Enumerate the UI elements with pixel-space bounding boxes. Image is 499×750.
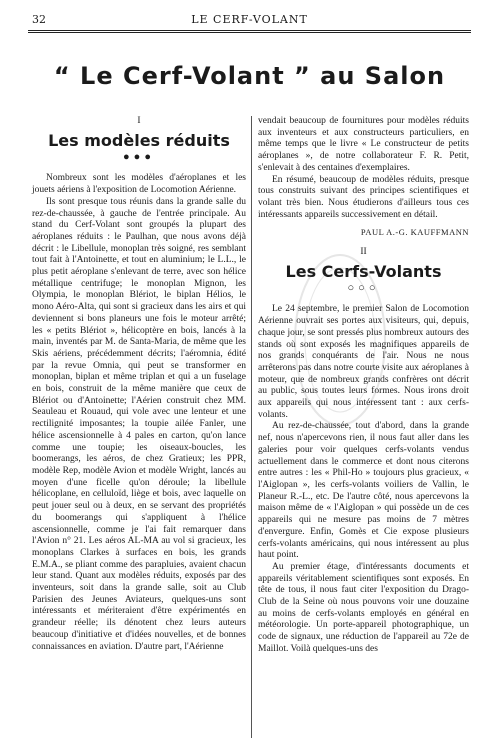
paragraph: En résumé, beaucoup de modèles réduits, presque tous construits suivant des principes scientifiques et volant très bien. Nous étudierons d'ailleurs tous ces intéressants appareils successivement en détail.: [258, 174, 469, 220]
paragraph: Nombreux sont les modèles d'aéroplanes et les jouets aériens à l'exposition de Locomotion Aérienne.: [32, 173, 246, 196]
page-number: 32: [32, 13, 46, 26]
left-column: [32, 116, 246, 653]
section-ornament: ●●●: [123, 150, 155, 163]
paragraph: Le 24 septembre, le premier Salon de Locomotion Aérienne ouvrait ses portes aux visiteurs, qui, depuis, chaque jour, se sont pressés plus nombreux autours des stands où sont exposés les magnifiques appareils de nos grands conquérants de l'air. Nous ne nous arrêterons pas dans notre courte visite aux aéroplanes à moteur, que de nombreux grands confrères ont décrit au public, sous toutes leurs formes. Nous irons droit aux appareils qui nous intéressent tant : aux cerfs-volants.: [258, 304, 469, 420]
running-title: LE CERF-VOLANT: [191, 13, 308, 26]
header-rule-double: [28, 32, 471, 33]
section-title: Les modèles réduits: [48, 130, 230, 150]
paragraph: Au premier étage, d'intéressants documents et appareils véritablement scientifiques sont exposés. En tête de tous, il nous faut citer l'exposition du Drago-Club de la Seine où nous pouvons voir une douzaine au moins de cerfs-volants employés en général en météorologie. Un porte-appareil photographique, un code de signaux, une réduction de l'appareil au 72e de Maillot. Voilà quelques-uns des: [258, 561, 469, 654]
section-number: I: [137, 116, 141, 126]
article-title: “ Le Cerf-Volant ” au Salon: [53, 62, 446, 90]
author-signature: PAUL A.-G. KAUFFMANN: [360, 227, 469, 238]
right-column: [258, 116, 469, 656]
paragraph: Ils sont presque tous réunis dans la grande salle du rez-de-chaussée, à gauche de l'entrée principale. Au stand du Cerf-Volant sont groupés la plupart des aéroplanes réduits : le Paulhan, que nous avons déjà décrit : le Libellule, monoplan très soigné, res semblant tout fait à l'Antoinette, et tout en aluminium; le L.L., le plus petit aéroplane s'enlevant de terre, avec son hélice métallique centrifuge; le monoplan Mignon, les Olympia, le monoplan Blériot, le biplan Hélios, le mono Aéro-Alta, qui sont si gracieux dans les airs et qui deviennent si bons planeurs une fois le moteur arrêté; les « petits Blériot », hélicoptère en bois, lancés à la main, inventés par M. de Santa-Maria, de même que les Skis aériens, précédemment décrits; l'aéromnia, édité par la revue Omnia, qui peut se transformer en monoplan, biplan et même triplan et qui a un fuselage en bois, construit de la même manière que ceux de Blériot ou d'Antoinette; l'Aérien construit chez MM. Seauleau et Rouaud, qui vole avec une lenteur et une rectilignité imposantes; la toupie ailée Fanler, une hélice ascensionnelle à 4 pales en carton, qu'on lance comme une toupie; les oiseaux-boucles, les boomerangs, les aéros, de chez Gratieux; les PPR, modèle Rep, modèle Avion et modèle Wright, lancés au moyen d'une ficelle qu'on déroule; la libellule hélicoplane, en celluloïd, liège et bois, avec laquelle on peut jouer seul ou à deux, en se servant des propriétés du boomerangs qui s'appliquent à l'hélice ascensionnelle, comme je l'ai fait remarquer dans l'Avion n° 21. Les aéros AL-MA au vol si gracieux, les monoplans Clarkes à surfaces en bois, les grands E.M.A., se pliant comme des parapluies, avaient chacun leur stand. Quant aux modèles réduits, exposés par des inventeurs, soit dans la grande salle, soit au Club Parisien des Jeunes Aviateurs, quelques-uns sont intéressants et mériteraient d'être expérimentés en grandeur réelle; ils dénotent chez leurs auteurs beaucoup d'initiative et d'idées nouvelles, et de bonnes connaissances en aviation. D'autre part, l'Aérienne: [32, 196, 246, 652]
section-title: Les Cerfs-Volants: [285, 261, 442, 281]
section-number: II: [360, 247, 367, 258]
page-header: [28, 13, 471, 27]
section-ornament: ○○○: [347, 281, 380, 294]
column-divider: [251, 116, 252, 738]
header-rule: [28, 30, 471, 31]
paragraph: vendait beaucoup de fournitures pour modèles réduits aux inventeurs et aux constructeurs particuliers, en même temps que le livre « Le constructeur de petits aéroplanes », de notre collaborateur F. R. Petit, s'enlevait à des centaines d'exemplaires.: [258, 116, 469, 173]
paragraph: Au rez-de-chaussée, tout d'abord, dans la grande nef, nous n'apercevons rien, il nous faut aller dans les galeries pour voir quelques cerfs-volants vendus actuellement dans le commerce et dont nous citerons entre autres : les « Phil-Ho » toujours plus gracieux, « l'Aiglopan », les cerfs-volants voiliers de Vallin, le Planeur R.-L., etc. De l'autre côté, nous apercevons la maison même de « l'Aiglopan » qui possède un de ces appareils qui ne mesure pas moins de 7 mètres d'envergure. Enfin, Gomès et Cie expose plusieurs cerfs-volants américains, qui nous intéressent au plus haut point.: [258, 421, 469, 561]
